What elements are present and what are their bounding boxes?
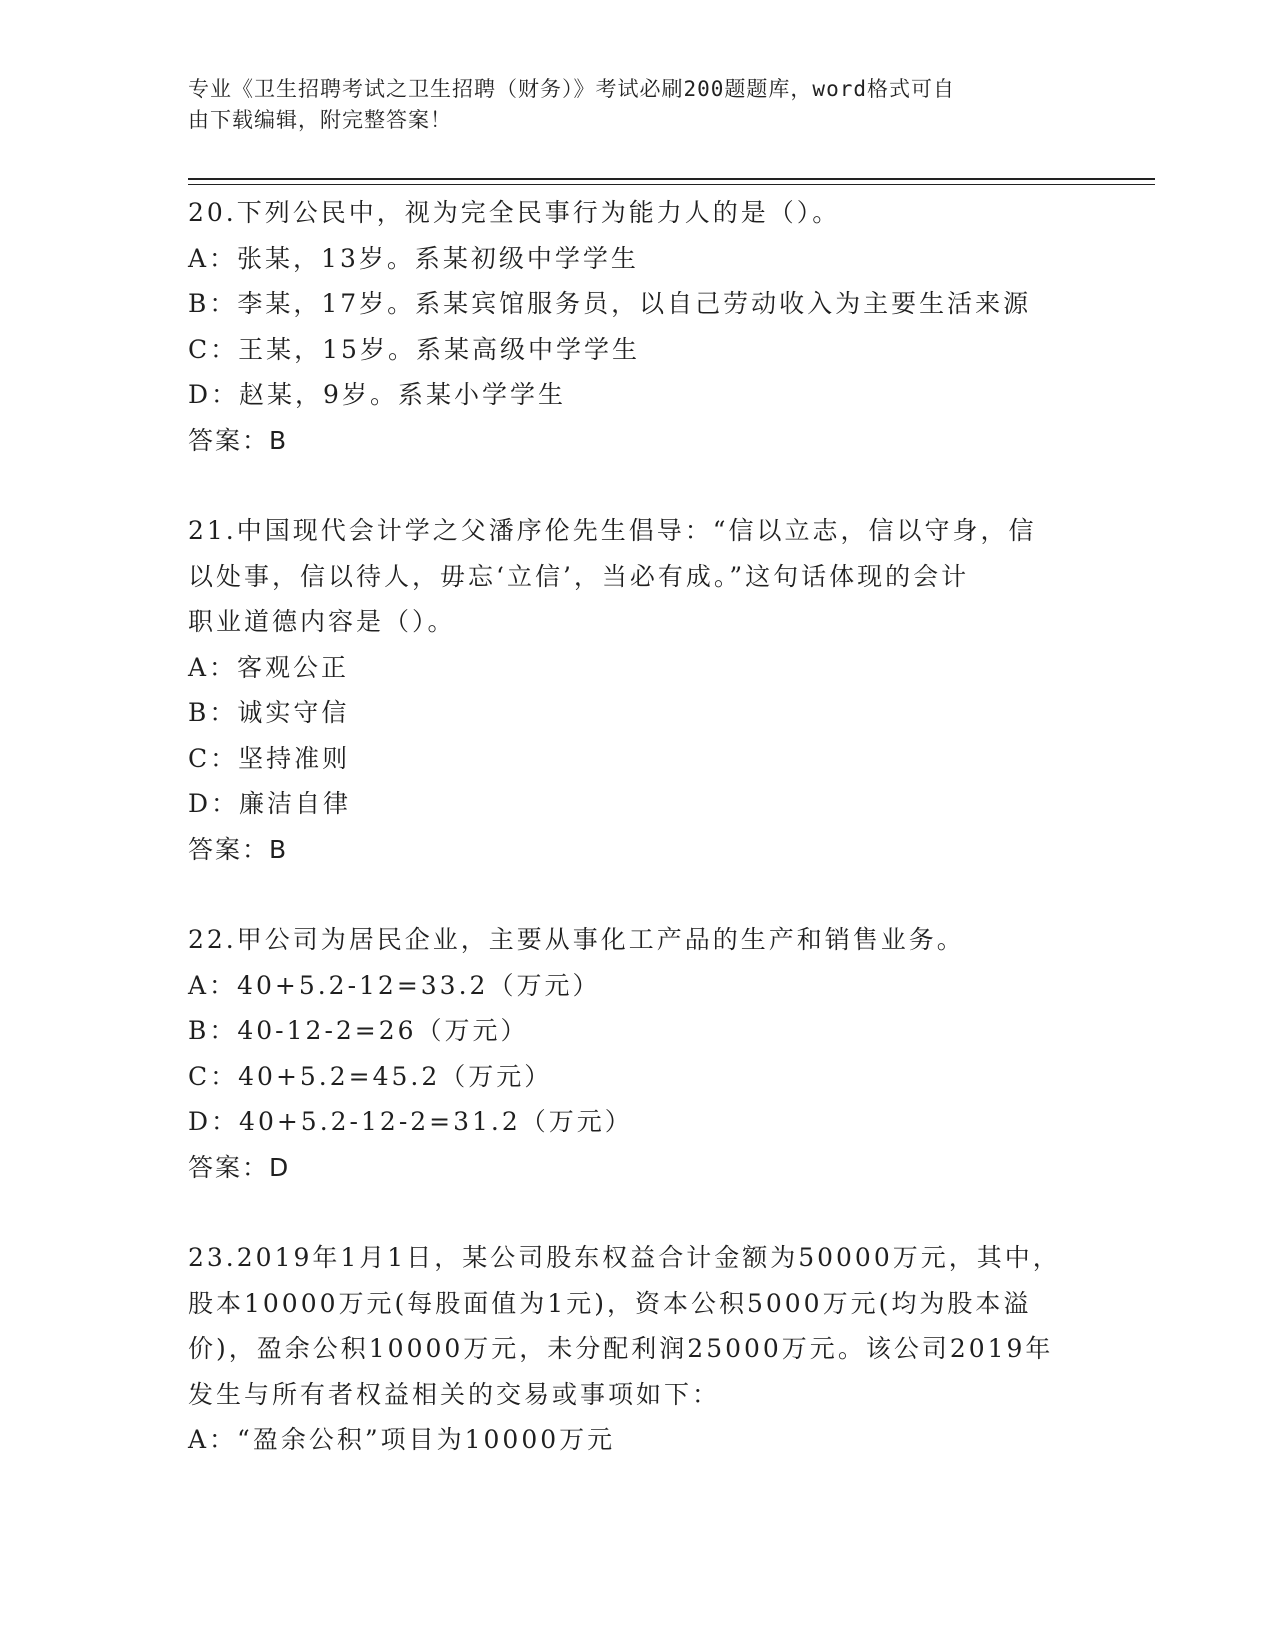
option-d: D：赵某，9岁。系某小学学生 [188,380,566,409]
option-b: B：李某，17岁。系某宾馆服务员，以自己劳动收入为主要生活来源 [188,289,1032,318]
document-header [188,74,1068,136]
option-a: A：“盈余公积”项目为10000万元 [188,1425,616,1454]
question-23 [188,1235,1088,1463]
option-a: A：张某，13岁。系某初级中学学生 [188,243,639,273]
option-c: C：王某，15岁。系某高级中学学生 [188,334,640,364]
option-c: C：坚持准则 [188,743,351,773]
question-text: 股本10000万元(每股面值为1元)，资本公积5000万元(均为股本溢 [188,1288,1032,1318]
question-text: 23.2019年1月1日，某公司股东权益合计金额为50000万元，其中， [188,1243,1061,1272]
question-spacer [188,463,1088,508]
answer-line: 答案：B [188,834,289,864]
option-d: D：40+5.2-12-2=31.2（万元） [188,1107,633,1136]
option-a: A：客观公正 [188,652,350,682]
question-text: 以处事，信以待人，毋忘‘立信’，当必有成。”这句话体现的会计 [188,561,970,591]
question-text: 21.中国现代会计学之父潘序伦先生倡导：“信以立志，信以守身，信 [188,516,1037,545]
question-spacer [188,872,1088,917]
question-text: 职业道德内容是（）。 [188,607,456,636]
question-text: 22.甲公司为居民企业，主要从事化工产品的生产和销售业务。 [188,925,965,954]
answer-line: 答案：D [188,1152,291,1182]
header-divider-thick [188,178,1155,180]
question-21 [188,508,1088,872]
question-text: 价)，盈余公积10000万元，未分配利润25000万元。该公司2019年 [188,1334,1054,1363]
option-b: B：40-12-2=26（万元） [188,1016,529,1045]
question-text: 发生与所有者权益相关的交易或事项如下： [188,1379,721,1409]
header-divider-thin [188,184,1155,185]
answer-line: 答案：B [188,425,289,455]
header-line-2: 由下载编辑，附完整答案！ [188,108,452,132]
option-a: A：40+5.2-12=33.2（万元） [188,970,601,1000]
question-list [188,190,1088,1463]
option-d: D：廉洁自律 [188,789,352,818]
header-line-1: 专业《卫生招聘考试之卫生招聘（财务）》考试必刷200题题库，word格式可自 [188,77,955,101]
question-spacer [188,1190,1088,1235]
option-c: C：40+5.2=45.2（万元） [188,1061,553,1091]
question-20 [188,190,1088,463]
question-22 [188,917,1088,1190]
option-b: B：诚实守信 [188,698,350,727]
question-text: 20.下列公民中，视为完全民事行为能力人的是（）。 [188,198,841,227]
